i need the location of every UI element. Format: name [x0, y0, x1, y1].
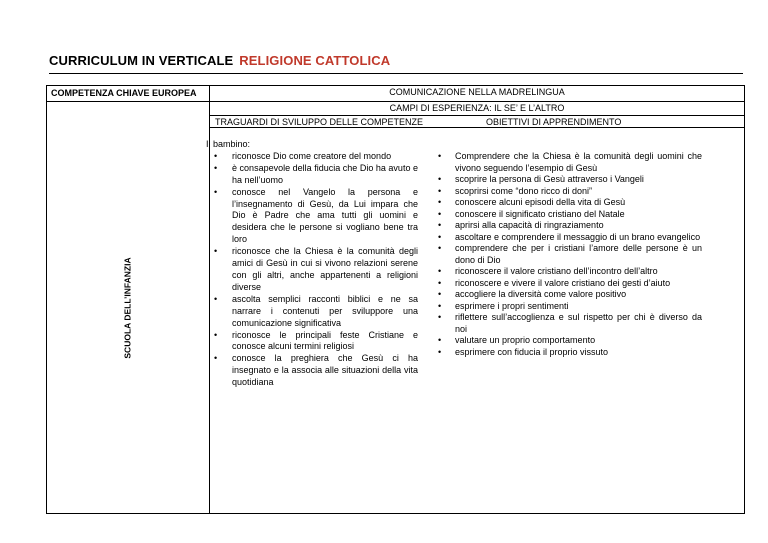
obiettivo-item: • scoprire la persona di Gesù attraverso i Vangeli — [438, 174, 702, 186]
campi-cell — [210, 102, 745, 116]
obiettivo-item: • riflettere sull’accoglienza e sul rispetto per chi è diverso da noi — [438, 312, 702, 335]
traguardo-item: • conosce nel Vangelo la persona e l’insegnamento di Gesù, da Lui impara che Dio è Padre che ama tutti gli uomini e desidera che le persone si vogliano bene tra loro — [206, 187, 418, 247]
obiettivo-item: • scoprirsi come “dono ricco di doni” — [438, 186, 702, 198]
title-subject: RELIGIONE CATTOLICA — [239, 53, 391, 68]
campi-esperienza: CAMPI DI ESPERIENZA: IL SE’ E L’ALTRO — [389, 103, 565, 113]
obiettivo-item: • conoscere il significato cristiano del Natale — [438, 209, 702, 221]
school-level-label: SCUOLA DELL’INFANZIA — [122, 256, 133, 359]
title-underline — [49, 73, 743, 74]
obiettivo-item: • valutare un proprio comportamento — [438, 335, 702, 347]
traguardi-list — [206, 151, 418, 389]
obiettivo-item: • esprimere con fiducia il proprio vissuto — [438, 347, 702, 359]
obiettivo-item: • ascoltare e comprendere il messaggio di un brano evangelico — [438, 232, 702, 244]
obiettivo-item: • esprimere i propri sentimenti — [438, 301, 702, 313]
traguardo-item: • conosce la preghiera che Gesù ci ha insegnato e la associa alle situazioni della vita quotidiana — [206, 353, 418, 389]
obiettivo-item: • comprendere che per i cristiani l’amore delle persone è un dono di Dio — [438, 243, 702, 266]
traguardi-intro: Il bambino: — [206, 139, 251, 149]
traguardo-item: • riconosce che la Chiesa è la comunità degli amici di Gesù in cui si vivono relazioni serene con gli altri, anche appartenenti a religioni diverse — [206, 246, 418, 294]
traguardo-item: • riconosce Dio come creatore del mondo — [206, 151, 418, 163]
school-level-cell — [47, 102, 210, 514]
competenza-label: COMPETENZA CHIAVE EUROPEA — [51, 88, 197, 98]
obiettivo-item: • aprirsi alla capacità di ringraziamento — [438, 220, 702, 232]
obiettivo-item: • Comprendere che la Chiesa è la comunità degli uomini che vivono seguendo l’esempio di Gesù — [438, 151, 702, 174]
obiettivo-item: • accogliere la diversità come valore positivo — [438, 289, 702, 301]
obiettivi-column — [438, 151, 702, 358]
competenza-label-cell — [47, 86, 210, 102]
traguardo-item: • è consapevole della fiducia che Dio ha avuto e ha nell’uomo — [206, 163, 418, 187]
obiettivi-list — [438, 151, 702, 358]
obiettivo-item: • riconoscere e vivere il valore cristiano dei gesti d’aiuto — [438, 278, 702, 290]
obiettivi-header: OBIETTIVI DI APPRENDIMENTO — [486, 117, 622, 127]
traguardi-column — [206, 139, 418, 389]
traguardo-item: • ascolta semplici racconti biblici e ne sa narrare i contenuti per sviluppore una comunicazione significativa — [206, 294, 418, 330]
title-main: CURRICULUM IN VERTICALE — [49, 53, 234, 68]
document-title — [49, 53, 390, 68]
competenza-value-cell — [210, 86, 745, 102]
obiettivo-item: • conoscere alcuni episodi della vita di Gesù — [438, 197, 702, 209]
traguardi-header: TRAGUARDI DI SVILUPPO DELLE COMPETENZE — [215, 117, 424, 127]
traguardo-item: • riconosce le principali feste Cristiane e conosce alcuni termini religiosi — [206, 330, 418, 354]
column-headers-cell — [210, 116, 745, 128]
obiettivo-item: • riconoscere il valore cristiano dell’incontro dell’altro — [438, 266, 702, 278]
competenza-value: COMUNICAZIONE NELLA MADRELINGUA — [389, 87, 565, 97]
